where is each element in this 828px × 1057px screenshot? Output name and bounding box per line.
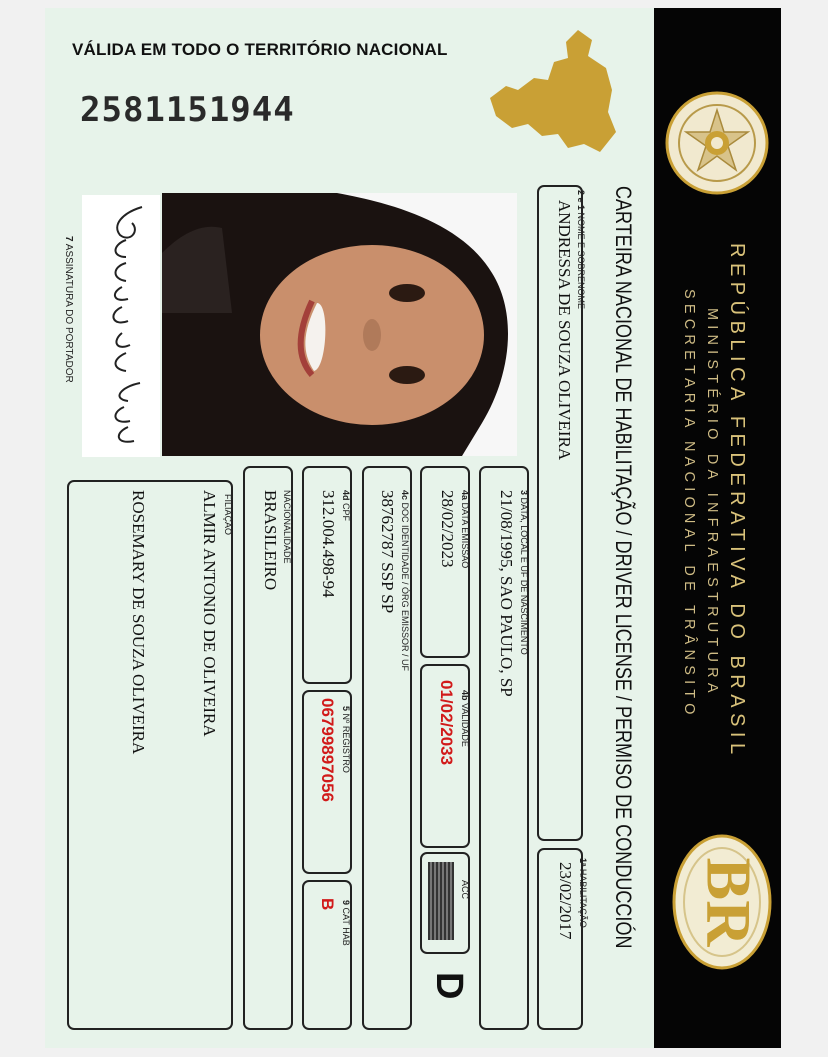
cpf-number: 312.004.498-94 [319,490,338,598]
first-license-date: 23/02/2017 [556,862,575,940]
cpf-label: 4d CPF [341,490,351,522]
registration-label: 5 Nº REGISTRO [341,706,351,773]
validity-date: 01/02/2033 [437,680,456,766]
state-map-icon [488,28,623,158]
coat-of-arms-icon [660,88,775,198]
signature-label: 7 ASSINATURA DO PORTADOR [63,236,74,383]
validity-label: 4b VALIDADE [460,690,470,747]
signature-area [82,195,160,457]
mother-name: ROSEMARY DE SOUZA OLIVEIRA [129,490,148,755]
father-name: ALMIR ANTONIO DE OLIVEIRA [200,490,219,737]
first-license-label: 1ª HABILITAÇÃO [578,858,588,928]
secretariat-text: SECRETARIA NACIONAL DE TRÂNSITO [681,289,697,720]
acc-barcode [428,862,454,940]
document-number: 2581151944 [80,90,295,130]
name-label: 2 e 1 NOME E SOBRENOME [576,190,586,310]
id-document: 38762787 SSP SP [378,490,397,614]
issue-label: 4a DATA EMISSÃO [460,490,470,569]
br-badge-icon [670,832,775,972]
valid-text: VÁLIDA EM TODO O TERRITÓRIO NACIONAL [72,40,448,59]
category-label: 9 CAT HAB [341,900,351,946]
nationality-label: NACIONALIDADE [282,490,292,564]
holder-name: ANDRESSA DE SOUZA OLIVEIRA [555,200,574,461]
republic-text: REPÚBLICA FEDERATIVA DO BRASIL [726,243,748,760]
nationality-value: BRASILEIRO [261,490,280,591]
acc-label: ACC [460,880,470,900]
registration-number: 06799897056 [318,698,337,803]
filiation-label: FILIAÇÃO [223,494,233,536]
birth-info: 21/08/1995, SAO PAULO, SP [497,490,516,697]
br-badge-text: BR [693,857,765,947]
ministry-text: MINISTÉRIO DA INFRAESTRUTURA [704,308,720,698]
issue-date: 28/02/2023 [438,490,457,568]
category-letter: D [428,972,470,1000]
holder-photo [162,193,517,456]
card-title: CARTEIRA NACIONAL DE HABILITAÇÃO / DRIVER LICENSE / PERMISO DE CONDUCCIÓN [611,186,636,949]
birth-label: 3 DATA, LOCAL E UF DE NASCIMENTO [519,490,529,655]
category-value: B [318,898,337,911]
signature-image [82,195,160,457]
id-label: 4c DOC IDENTIDADE / ÓRG EMISSOR / UF [400,490,410,672]
